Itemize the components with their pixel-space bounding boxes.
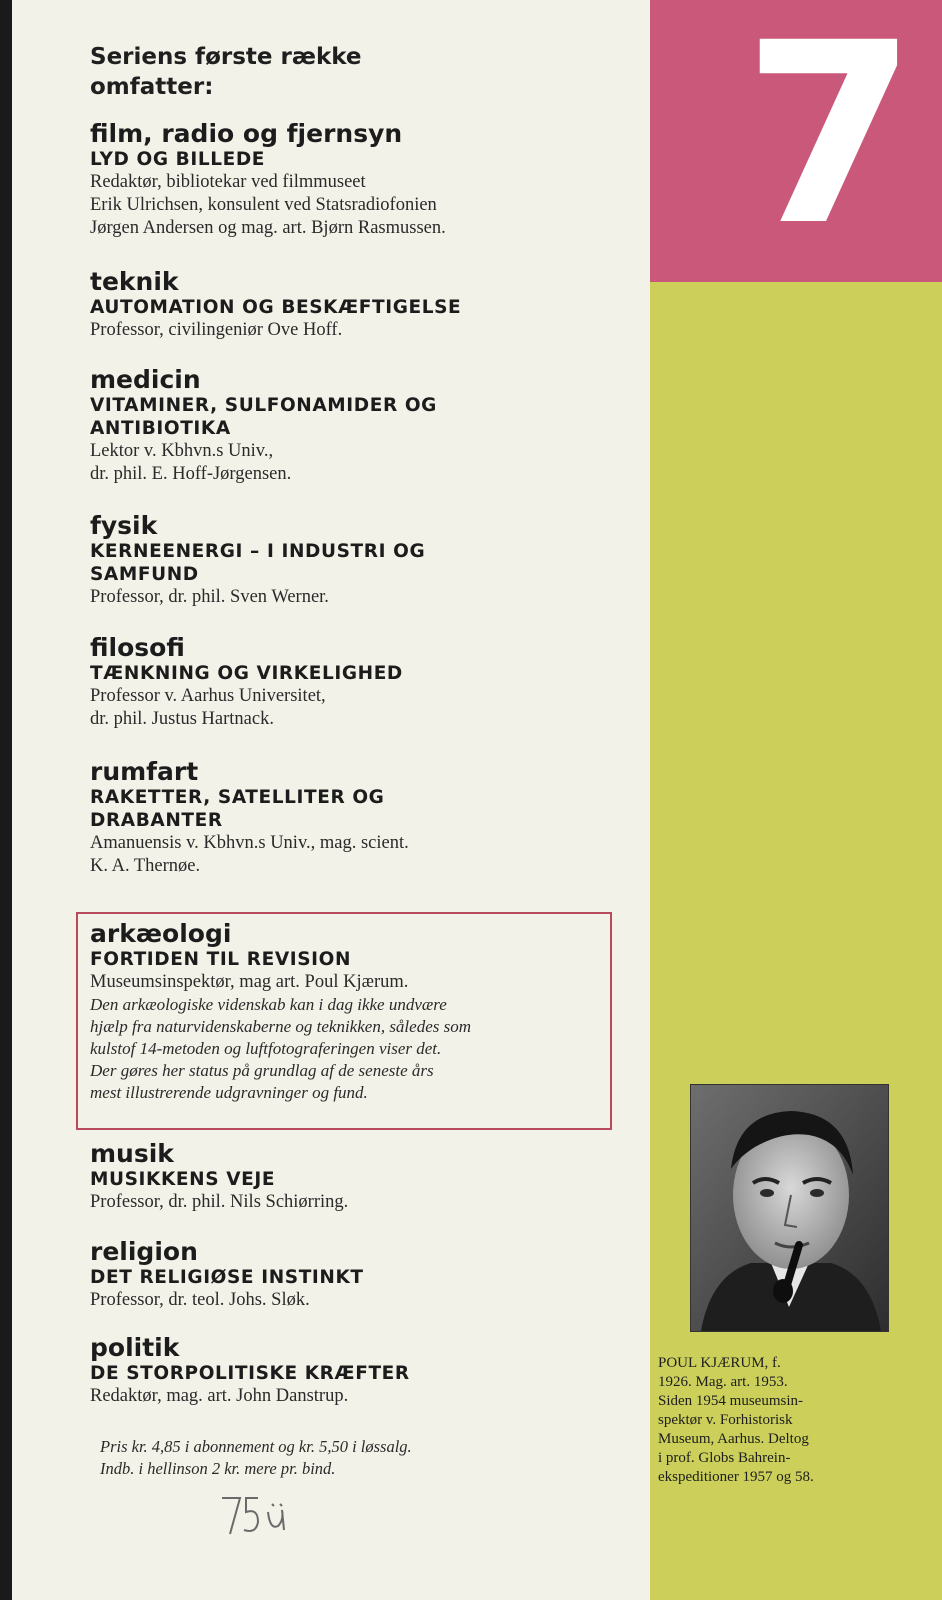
author-line: Professor v. Aarhus Universitet, (90, 686, 326, 706)
author-line: Amanuensis v. Kbhvn.s Univ., mag. scient. (90, 833, 409, 853)
intro-line: omfatter: (90, 74, 214, 100)
price-line: Indb. i hellinson 2 kr. mere pr. bind. (100, 1459, 336, 1478)
section-teknik (90, 268, 635, 342)
blurb-line: Den arkæologiske videnskab kan i dag ikke undvære (90, 995, 447, 1014)
section-fysik (90, 512, 635, 609)
book-title: MUSIKKENS VEJE (90, 1169, 276, 1190)
blurb-line: Der gøres her status på grundlag af de seneste års (90, 1061, 434, 1080)
book-title: DRABANTER (90, 810, 223, 831)
blurb-line: hjælp fra naturvidenskaberne og teknikken, således som (90, 1017, 472, 1036)
price-line: Pris kr. 4,85 i abonnement og kr. 5,50 i løssalg. (100, 1437, 412, 1456)
category-heading: teknik (90, 267, 179, 296)
caption-line: Museum, Aarhus. Deltog (658, 1431, 809, 1447)
blurb-line: mest illustrerende udgravninger og fund. (90, 1083, 368, 1102)
section-arkaeologi (90, 920, 635, 1104)
book-title: RAKETTER, SATELLITER OG (90, 787, 385, 808)
author-line: Erik Ulrichsen, konsulent ved Statsradiofonien (90, 195, 437, 215)
section-religion (90, 1238, 635, 1312)
author-line: Professor, civilingeniør Ove Hoff. (90, 320, 343, 340)
author-line: dr. phil. Justus Hartnack. (90, 709, 274, 729)
author-line: dr. phil. E. Hoff-Jørgensen. (90, 464, 292, 484)
book-title: LYD OG BILLEDE (90, 149, 266, 170)
category-heading: politik (90, 1333, 180, 1362)
section-rumfart (90, 758, 635, 878)
book-title: TÆNKNING OG VIRKELIGHED (90, 663, 403, 684)
category-heading: musik (90, 1139, 174, 1168)
section-filosofi (90, 634, 635, 731)
author-line: Jørgen Andersen og mag. art. Bjørn Rasmussen. (90, 218, 446, 238)
handwritten-pencil-note (218, 1490, 298, 1540)
category-heading: arkæologi (90, 919, 232, 948)
book-title: DET RELIGIØSE INSTINKT (90, 1267, 364, 1288)
book-back-cover (12, 0, 942, 1600)
author-line: Lektor v. Kbhvn.s Univ., (90, 441, 274, 461)
category-heading: fysik (90, 511, 158, 540)
book-title: ANTIBIOTIKA (90, 418, 231, 439)
author-line: Redaktør, bibliotekar ved filmmuseet (90, 172, 366, 192)
category-heading: medicin (90, 365, 201, 394)
caption-line: 1926. Mag. art. 1953. (658, 1374, 788, 1390)
section-politik (90, 1334, 635, 1408)
caption-line: POUL KJÆRUM, f. (658, 1355, 781, 1371)
pink-band (650, 0, 942, 282)
book-title: KERNEENERGI – I INDUSTRI OG (90, 541, 426, 562)
book-title: VITAMINER, SULFONAMIDER OG (90, 395, 437, 416)
color-band-column (650, 0, 942, 1600)
book-title: FORTIDEN TIL REVISION (90, 949, 352, 970)
caption-line: Siden 1954 museumsin- (658, 1393, 803, 1409)
author-line: Museumsinspektør, mag art. Poul Kjærum. (90, 972, 409, 992)
category-heading: rumfart (90, 757, 199, 786)
caption-line: spektør v. Forhistorisk (658, 1412, 793, 1428)
section-medicin (90, 366, 635, 486)
author-line: Redaktør, mag. art. John Danstrup. (90, 1386, 349, 1406)
series-intro (90, 42, 590, 102)
price-note (100, 1436, 620, 1480)
series-list-column (12, 0, 650, 1600)
category-heading: film, radio og fjernsyn (90, 119, 403, 148)
author-line: Professor, dr. teol. Johs. Sløk. (90, 1290, 310, 1310)
author-line: K. A. Thernøe. (90, 856, 201, 876)
category-heading: religion (90, 1237, 198, 1266)
caption-line: i prof. Globs Bahrein- (658, 1450, 791, 1466)
author-portrait-photo (690, 1084, 889, 1332)
series-number: 7 (743, 0, 917, 280)
book-title: AUTOMATION OG BESKÆFTIGELSE (90, 297, 462, 318)
intro-line: Seriens første række (90, 44, 362, 70)
book-title: SAMFUND (90, 564, 199, 585)
section-film (90, 120, 635, 240)
book-title: DE STORPOLITISKE KRÆFTER (90, 1363, 410, 1384)
author-caption (658, 1354, 930, 1487)
author-line: Professor, dr. phil. Sven Werner. (90, 587, 329, 607)
caption-line: ekspeditioner 1957 og 58. (658, 1469, 814, 1485)
section-musik (90, 1140, 635, 1214)
category-heading: filosofi (90, 633, 185, 662)
author-line: Professor, dr. phil. Nils Schiørring. (90, 1192, 349, 1212)
blurb-line: kulstof 14-metoden og luftfotograferingen viser det. (90, 1039, 442, 1058)
